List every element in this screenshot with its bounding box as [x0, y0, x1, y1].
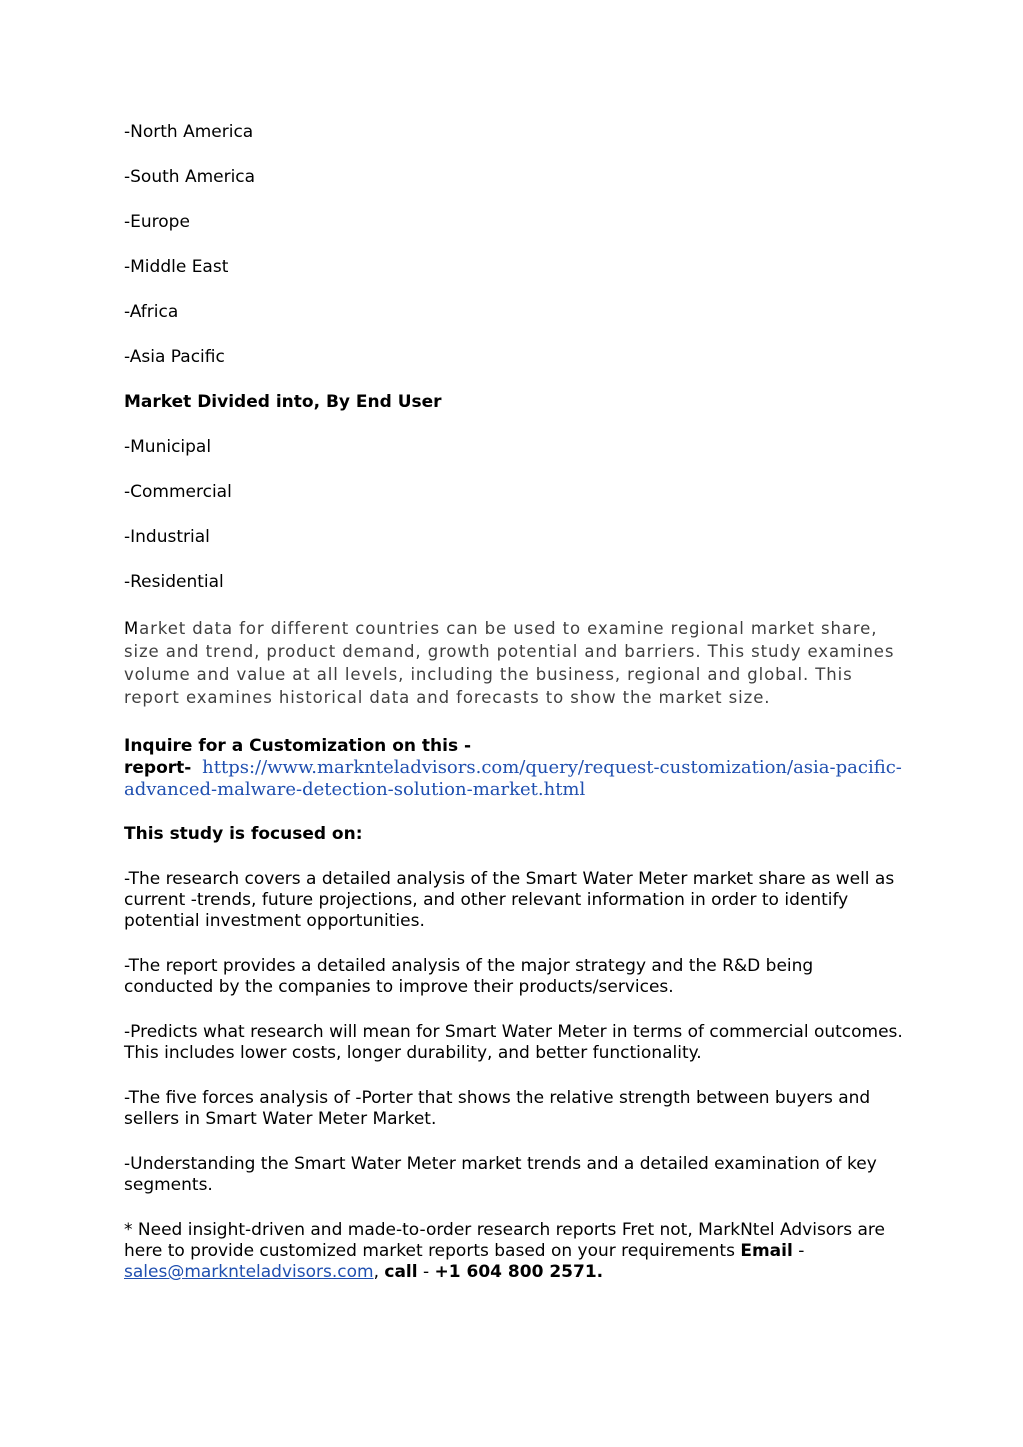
end-user-item: -Commercial	[124, 482, 232, 502]
focus-point: -Predicts what research will mean for Smart Water Meter in terms of commercial outcomes. This includes lower costs, longer durability, and better functionality.	[124, 1022, 903, 1063]
end-user-heading: Market Divided into, By End User	[124, 392, 442, 412]
call-label: call	[384, 1262, 418, 1282]
market-data-paragraph	[124, 617, 904, 709]
end-user-item: -Industrial	[124, 527, 210, 547]
focus-point: -The report provides a detailed analysis of the major strategy and the R&D being conducted by the companies to improve their products/services.	[124, 956, 814, 997]
focus-point: -Understanding the Smart Water Meter market trends and a detailed examination of key segments.	[124, 1154, 877, 1195]
focus-heading: This study is focused on:	[124, 824, 363, 844]
end-user-item: -Municipal	[124, 437, 212, 457]
focus-point: -The research covers a detailed analysis of the Smart Water Meter market share as well as current -trends, future projections, and other relevant information in order to identify potential investment opportunities.	[124, 869, 895, 931]
region-item: -North America	[124, 122, 254, 142]
contact-paragraph	[124, 1220, 904, 1283]
customization-link[interactable]: https://www.marknteladvisors.com/query/request-customization/asia-pacific-advanced-malware-detection-solution-market.html	[124, 757, 902, 800]
call-separator: -	[417, 1262, 435, 1282]
email-separator: -	[792, 1241, 805, 1261]
region-item: -Europe	[124, 212, 190, 232]
contact-intro: * Need insight-driven and made-to-order research reports Fret not, MarkNtel Advisors are here to provide customized market reports based on your requirements	[124, 1220, 885, 1261]
region-item: -Middle East	[124, 257, 229, 277]
end-user-item: -Residential	[124, 572, 224, 592]
inquire-label: Inquire for a Customization on this -	[124, 736, 472, 756]
email-label: Email	[740, 1241, 793, 1261]
email-link[interactable]: sales@marknteladvisors.com	[124, 1262, 374, 1282]
region-item: -Africa	[124, 302, 179, 322]
phone-number: +1 604 800 2571.	[434, 1262, 604, 1282]
document-page	[124, 122, 904, 1307]
market-data-text: arket data for different countries can be used to examine regional market share, size and trend, product demand, growth potential and barriers. This study examines volume and value at all levels, including the business, regional and global. This report examines historical data and forecasts to show the market size.	[124, 619, 895, 707]
region-item: -South America	[124, 167, 256, 187]
region-item: -Asia Pacific	[124, 347, 225, 367]
inquire-block	[124, 735, 904, 801]
market-data-first-letter: M	[124, 619, 140, 638]
focus-point: -The five forces analysis of -Porter that shows the relative strength between buyers and sellers in Smart Water Meter Market.	[124, 1088, 871, 1129]
inquire-label-report: report-	[124, 758, 192, 778]
comma: ,	[373, 1262, 385, 1282]
